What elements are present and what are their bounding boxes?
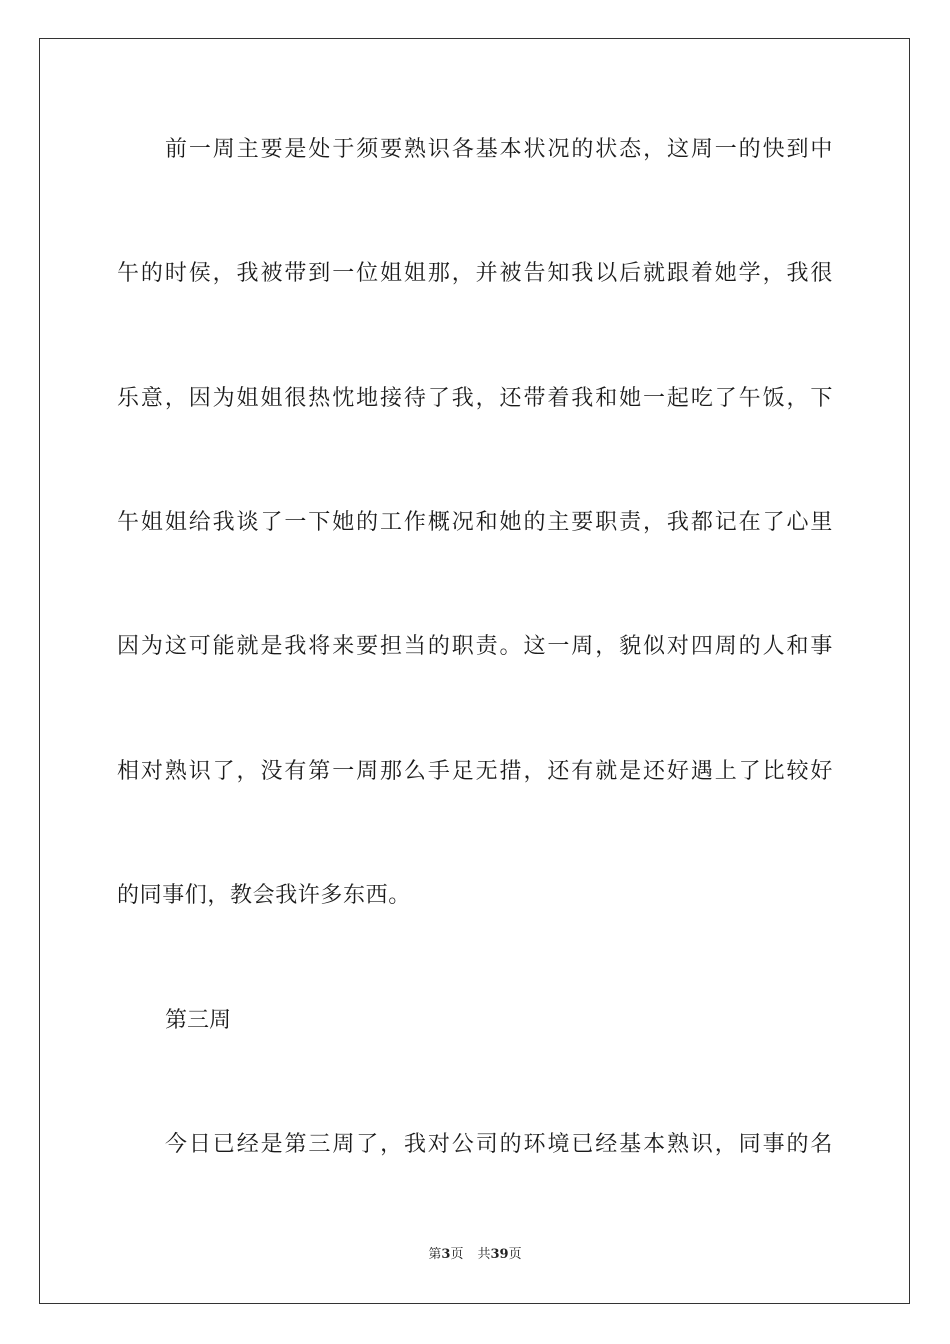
total-suffix: 页 (508, 1247, 522, 1262)
paragraph-1-line-4: 午姐姐给我谈了一下她的工作概况和她的主要职责，我都记在了心里 (117, 510, 833, 535)
total-pages: 39 (490, 1247, 509, 1262)
paragraph-1-line-7: 的同事们，教会我许多东西。 (117, 883, 411, 908)
paragraph-1-line-2: 午的时侯，我被带到一位姐姐那，并被告知我以后就跟着她学，我很 (117, 261, 833, 286)
total-prefix: 共 (477, 1247, 491, 1262)
page-prefix: 第 (428, 1247, 442, 1262)
paragraph-1-line-6: 相对熟识了，没有第一周那么手足无措，还有就是还好遇上了比较好 (117, 759, 833, 784)
page-footer (0, 1245, 950, 1265)
paragraph-1-line-5: 因为这可能就是我将来要担当的职责。这一周，貌似对四周的人和事 (117, 634, 833, 659)
paragraph-1-line-3: 乐意，因为姐姐很热忱地接待了我，还带着我和她一起吃了午饭，下 (117, 386, 833, 411)
page-number: 3 (441, 1247, 451, 1262)
section-heading: 第三周 (165, 1008, 232, 1033)
paragraph-2-line-1: 今日已经是第三周了，我对公司的环境已经基本熟识，同事的名 (165, 1132, 833, 1157)
page-border (39, 38, 910, 1304)
paragraph-1-line-1: 前一周主要是处于须要熟识各基本状况的状态，这周一的快到中 (165, 137, 833, 162)
page-suffix: 页 (450, 1247, 464, 1262)
